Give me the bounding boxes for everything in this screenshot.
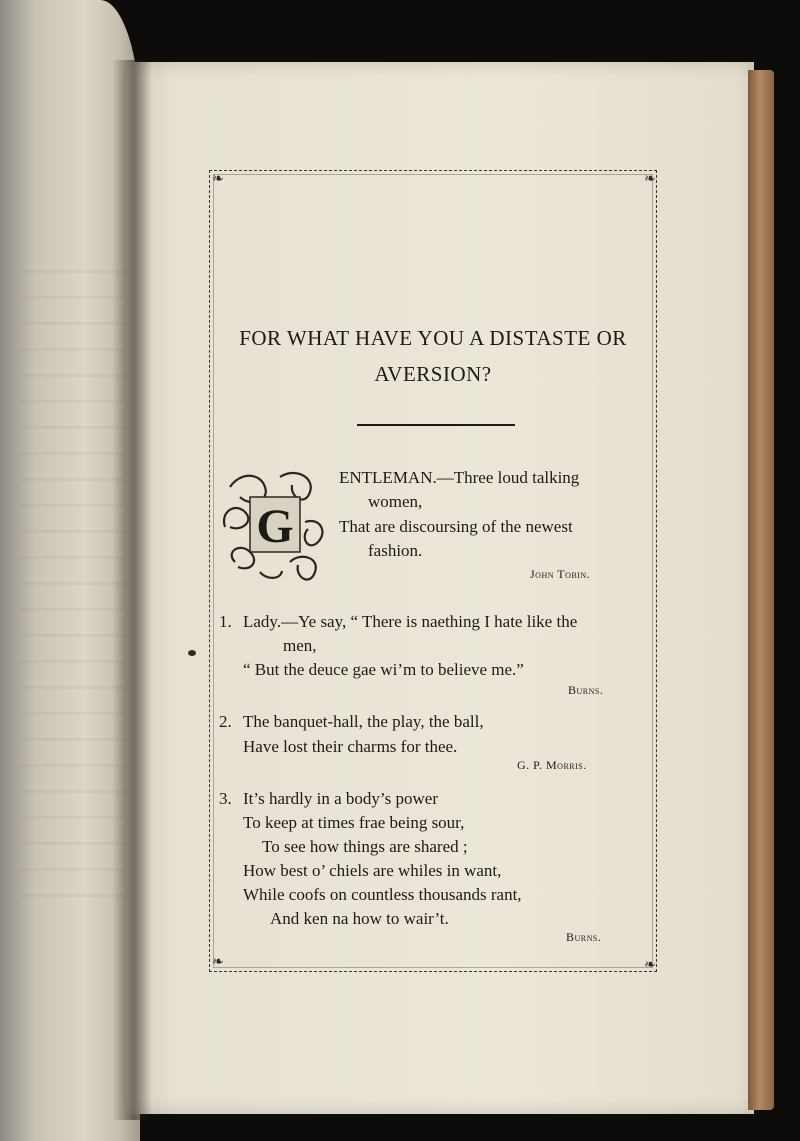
- book-cover-edge: [748, 70, 774, 1110]
- corner-ornament-icon: ❧: [212, 171, 224, 187]
- ornamental-drop-cap: [220, 467, 330, 585]
- spine-shadow: [112, 60, 152, 1120]
- verse-line: The banquet-hall, the play, the ball,: [243, 712, 484, 731]
- corner-ornament-icon: ❧: [212, 954, 224, 970]
- entry-number: 3.: [219, 789, 232, 808]
- entry-number: 2.: [219, 712, 232, 731]
- drop-cap-letter: G: [256, 500, 294, 553]
- intro-line: fashion.: [368, 541, 423, 560]
- verse-line: Have lost their charms for thee.: [243, 737, 458, 756]
- author-signature: Burns.: [566, 930, 602, 944]
- corner-ornament-icon: ❧: [644, 171, 656, 187]
- author-signature: Burns.: [568, 683, 604, 697]
- verse-line: And ken na how to wair’t.: [270, 909, 449, 928]
- page-title: FOR WHAT HAVE YOU A DISTASTE OR AVERSION?: [239, 326, 627, 386]
- intro-line: ENTLEMAN.—Three loud talking: [339, 468, 580, 487]
- intro-line: women,: [368, 492, 423, 511]
- title-rule: [357, 424, 515, 426]
- corner-ornament-icon: ❧: [644, 957, 656, 973]
- page-blemish: [188, 650, 196, 656]
- verse-line: To keep at times frae being sour,: [243, 813, 465, 832]
- intro-line: That are discoursing of the newest: [339, 517, 573, 536]
- verse-line: To see how things are shared ;: [262, 837, 468, 856]
- verse-line: Lady.—Ye say, “ There is naething I hate like the: [243, 612, 578, 631]
- author-signature: G. P. Morris.: [517, 758, 587, 772]
- verse-line: men,: [283, 636, 317, 655]
- verse-line: While coofs on countless thousands rant,: [243, 885, 522, 904]
- entry-number: 1.: [219, 612, 232, 631]
- author-signature: John Tobin.: [530, 567, 591, 581]
- verse-line: It’s hardly in a body’s power: [243, 789, 438, 808]
- verse-line: How best o’ chiels are whiles in want,: [243, 861, 502, 880]
- verse-line: “ But the deuce gae wi’m to believe me.”: [243, 660, 524, 679]
